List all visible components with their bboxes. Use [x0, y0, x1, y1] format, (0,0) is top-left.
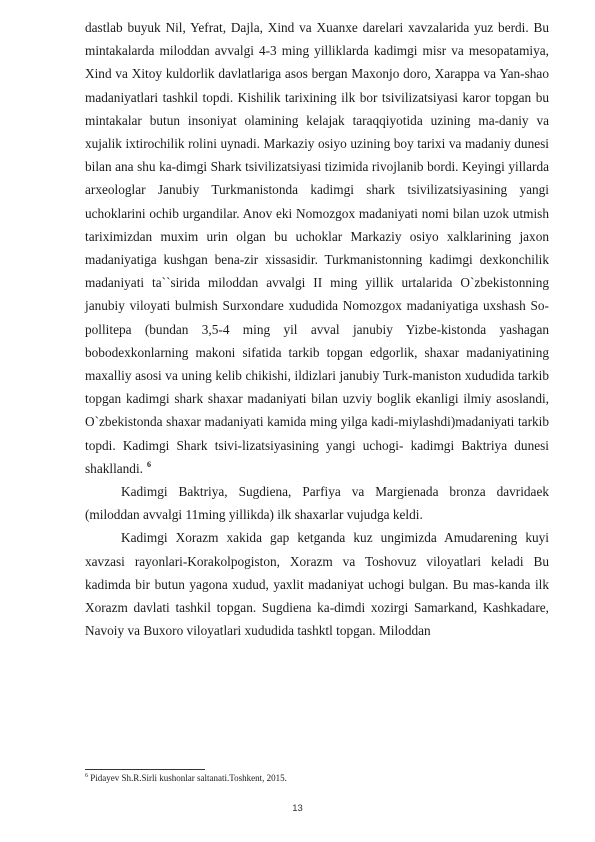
paragraph-1-text: dastlab buyuk Nil, Yefrat, Dajla, Xind va Xuanxe darelari xavzalarida yuz berdi. Bu mintakalarda miloddan avvalgi 4-3 ming yilliklarda kadimgi misr va mesopatamiya, Xind va Xitoy kuldorlik davlatlariga asos bergan Maxonjo doro, Xarappa va Yan-shao madaniyatlari tashkil topdi. Kishilik tarixining ilk bor tsivilizatsiyasi karor topgan bu mintakalar butun insoniyat olamining kelajak taraqqiyotida uzining ma-daniy va xujalik ixtirochilik rolini uynadi. Markaziy osiyo uzining boy tarixi va madaniy dunesi bilan ana shu ka-dimgi Shark tsivilizatsiyasi tizimida rivojlanib bordi. Keyingi yillarda arxeologlar Janubiy Turkmanistonda kadimgi shark tsivilizatsiyasining yangi uchoklarini ochib urgandilar. Anov eki Nomozgox madaniyati nomi bilan uzok utmish tariximizdan muxim urin olgan bu uchoklar Markaziy osiyo xalklarining jaxon madaniyatiga kushgan bena-zir xissasidir. Turkmanistonning kadimgi dexkonchilik madaniyati ta``sirida miloddan avvalgi II ming yillik urtalarida O`zbekistonning janubiy viloyati bulmish Surxondare xududida Nomozgox madaniyatiga uxshash So-pollitepa (bundan 3,5-4 ming yil avval janubiy Yizbe-kistonda yashagan bobodexkonlarning makoni sifatida tarkib topgan edgorlik, shaxar madaniyatining maxalliy asosi va uning kelib chikishi, ildizlari janubiy Turk-maniston xududida tarkib topgan kadimgi shark shaxar madaniyati bilan uzviy boglik ekanligi ilmiy asoslandi, O`zbekistonda shaxar madaniyati kamida ming yilga kadi-miylashdi)madaniyati tarkib topdi. Kadimgi Shark tsivi-lizatsiyasining yangi uchogi- kadimgi Baktriya dunesi shakllandi.	[85, 20, 549, 476]
footnote-text: Pidayev Sh.R.Sirli kushonlar saltanati.Toshkent, 2015.	[90, 773, 287, 783]
paragraph-1	[85, 16, 549, 480]
paragraph-2: Kadimgi Baktriya, Sugdiena, Parfiya va Margienada bronza davridaek (miloddan avvalgi 11ming yillikda) ilk shaxarlar vujudga keldi.	[85, 484, 549, 523]
footnote-marker: 6	[85, 773, 88, 779]
body-text	[85, 16, 549, 642]
footnote-separator	[85, 769, 205, 770]
footnote	[85, 773, 549, 783]
footnote-reference[interactable]: 6	[146, 460, 151, 470]
page-number: 13	[292, 803, 303, 814]
paragraph-3: Kadimgi Xorazm xakida gap ketganda kuz ungimizda Amudarening kuyi xavzasi rayonlari-Korakolpogiston, Xorazm va Toshovuz viloyatlari keladi Bu kadimda bir butun yagona xudud, yaxlit madaniyat uchogi bulgan. Bu mas-kanda ilk Xorazm davlati tashkil topgan. Sugdiena ka-dimdi xozirgi Samarkand, Kashkadare, Navoiy va Buxoro viloyatlari xududida tashktl topgan. Miloddan	[85, 530, 549, 639]
